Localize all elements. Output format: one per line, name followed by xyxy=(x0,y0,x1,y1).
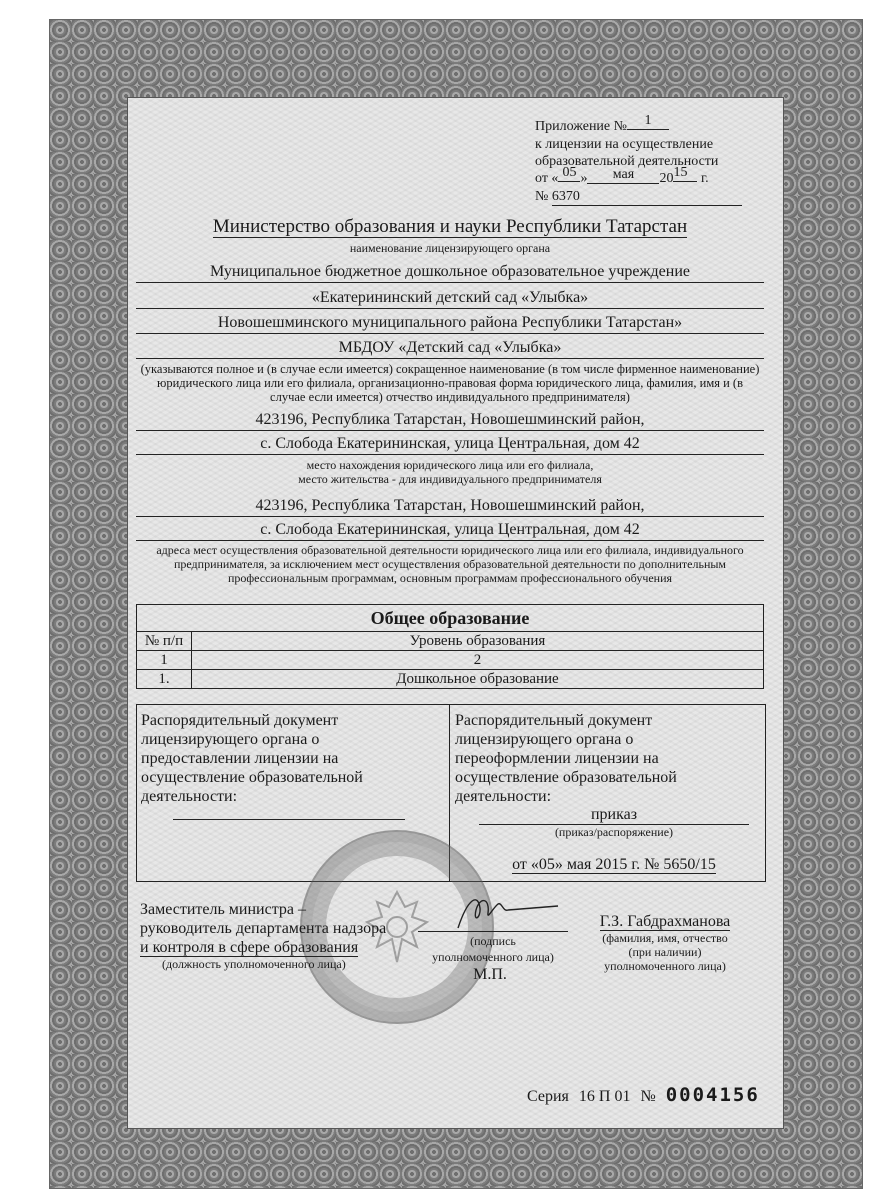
org-line3: Новошешминского муниципального района Республики Татарстан» xyxy=(217,314,683,331)
rule xyxy=(136,454,764,455)
serial-number-label: № xyxy=(640,1088,656,1105)
issuer-name-wrap xyxy=(136,216,764,238)
appendix-year: 15 xyxy=(673,164,697,182)
rule xyxy=(136,516,764,517)
doc-right-date: от «05» мая 2015 г. № 5650/15 xyxy=(512,856,716,873)
appendix-line2: к лицензии на осуществление xyxy=(535,137,714,152)
table-index-row xyxy=(137,651,764,670)
serial-label: Серия xyxy=(527,1088,569,1105)
signatory-name-wrap xyxy=(590,912,740,931)
activity-line2: с. Слобода Екатерининская, улица Центральная, дом 42 xyxy=(260,521,640,538)
appendix-day: 05 xyxy=(558,164,580,182)
col-num-header: № п/п xyxy=(137,632,192,651)
appendix-number-line: Приложение № 1 xyxy=(535,118,742,136)
sign-caption2: уполномоченного лица) xyxy=(432,950,554,964)
appendix-block xyxy=(535,113,742,206)
col-num-index: 1 xyxy=(137,651,192,670)
appendix-number: 1 xyxy=(627,112,669,130)
position-line2: руководитель департамента надзора xyxy=(140,920,387,937)
issuer-name: Министерство образования и науки Республики Татарстан xyxy=(212,216,688,237)
appendix-month: мая xyxy=(587,166,659,184)
table-title-row xyxy=(137,605,764,632)
signature-line xyxy=(418,931,568,932)
doc-left-text: Распорядительный документ лицензирующего органа о предоставлении лицензии на осуществление образовательной деятельности: xyxy=(141,712,363,805)
serial-series: 16 П 01 xyxy=(578,1088,631,1105)
mp-label: М.П. xyxy=(473,966,507,983)
education-table xyxy=(136,604,764,689)
name-caption1: (фамилия, имя, отчество xyxy=(602,931,728,945)
position-line3-wrap xyxy=(140,938,420,957)
org-caption: (указываются полное и (в случае если имеется) сокращенное наименование (в том числе фирменное наименование) юридического лица или его филиала, организационно-правовая форма юридического лица, фамилия, имя и (в случае если имеется) отчество индивидуального предпринимателя) xyxy=(140,362,760,404)
activity-line1: 423196, Республика Татарстан, Новошешминский район, xyxy=(255,497,645,514)
handwritten-signature xyxy=(418,888,568,932)
doc-right-type: приказ xyxy=(479,805,749,825)
serial-number: 0004156 xyxy=(665,1084,760,1106)
location-line1: 423196, Республика Татарстан, Новошешминский район, xyxy=(255,411,645,428)
rule xyxy=(136,358,764,359)
org-line2: «Екатерининский детский сад «Улыбка» xyxy=(311,289,589,306)
rule xyxy=(136,333,764,334)
row-num: 1. xyxy=(137,670,192,689)
row-level: Дошкольное образование xyxy=(192,670,764,689)
issuer-caption: наименование лицензирующего органа xyxy=(349,241,551,255)
table-title: Общее образование xyxy=(137,605,764,632)
name-caption3: уполномоченного лица) xyxy=(604,959,726,973)
rule xyxy=(136,282,764,283)
table-row xyxy=(137,670,764,689)
position-line1: Заместитель министра – xyxy=(140,901,306,918)
org-short-name: МБДОУ «Детский сад «Улыбка» xyxy=(338,339,562,356)
position-caption: (должность уполномоченного лица) xyxy=(162,957,346,971)
rule xyxy=(136,430,764,431)
org-line1: Муниципальное бюджетное дошкольное образовательное учреждение xyxy=(210,263,690,280)
appendix-date-line: от « 05 » мая 2015 г. xyxy=(535,165,709,186)
documents-right xyxy=(449,705,765,881)
signatory-name: Г.З. Габдрахманова xyxy=(599,913,731,930)
signature-position xyxy=(140,900,420,971)
appendix-license-line: № 6370 xyxy=(535,188,742,206)
table-header-row xyxy=(137,632,764,651)
name-caption2: (при наличии) xyxy=(628,945,702,959)
rule xyxy=(136,540,764,541)
location-caption1: место нахождения юридического лица или его филиала, xyxy=(306,458,594,472)
signatory-block xyxy=(590,912,740,973)
location-caption2: место жительства - для индивидуального предпринимателя xyxy=(298,472,602,486)
rule xyxy=(136,308,764,309)
license-number: 6370 xyxy=(552,188,742,206)
sign-caption1: (подпись xyxy=(470,934,516,948)
doc-left-blank xyxy=(173,819,405,820)
appendix-line3: образовательной деятельности xyxy=(535,154,719,169)
position-line3: и контроля в сфере образования xyxy=(140,939,359,956)
doc-right-date-wrap xyxy=(479,855,749,874)
activity-caption: адреса мест осуществления образовательной деятельности юридического лица или его филиала, индивидуального предпринимателя, за исключением мест осуществления образовательной деятельности по дополнительным профессиональным программам, основным программам профессионального обучения xyxy=(156,543,744,585)
col-level-header: Уровень образования xyxy=(192,632,764,651)
doc-right-text: Распорядительный документ лицензирующего органа о переоформлении лицензии на осуществление образовательной деятельности: xyxy=(455,712,677,805)
serial-block xyxy=(527,1084,760,1106)
doc-right-type-caption: (приказ/распоряжение) xyxy=(554,825,674,839)
location-line2: с. Слобода Екатерининская, улица Центральная, дом 42 xyxy=(260,435,640,452)
col-level-index: 2 xyxy=(192,651,764,670)
